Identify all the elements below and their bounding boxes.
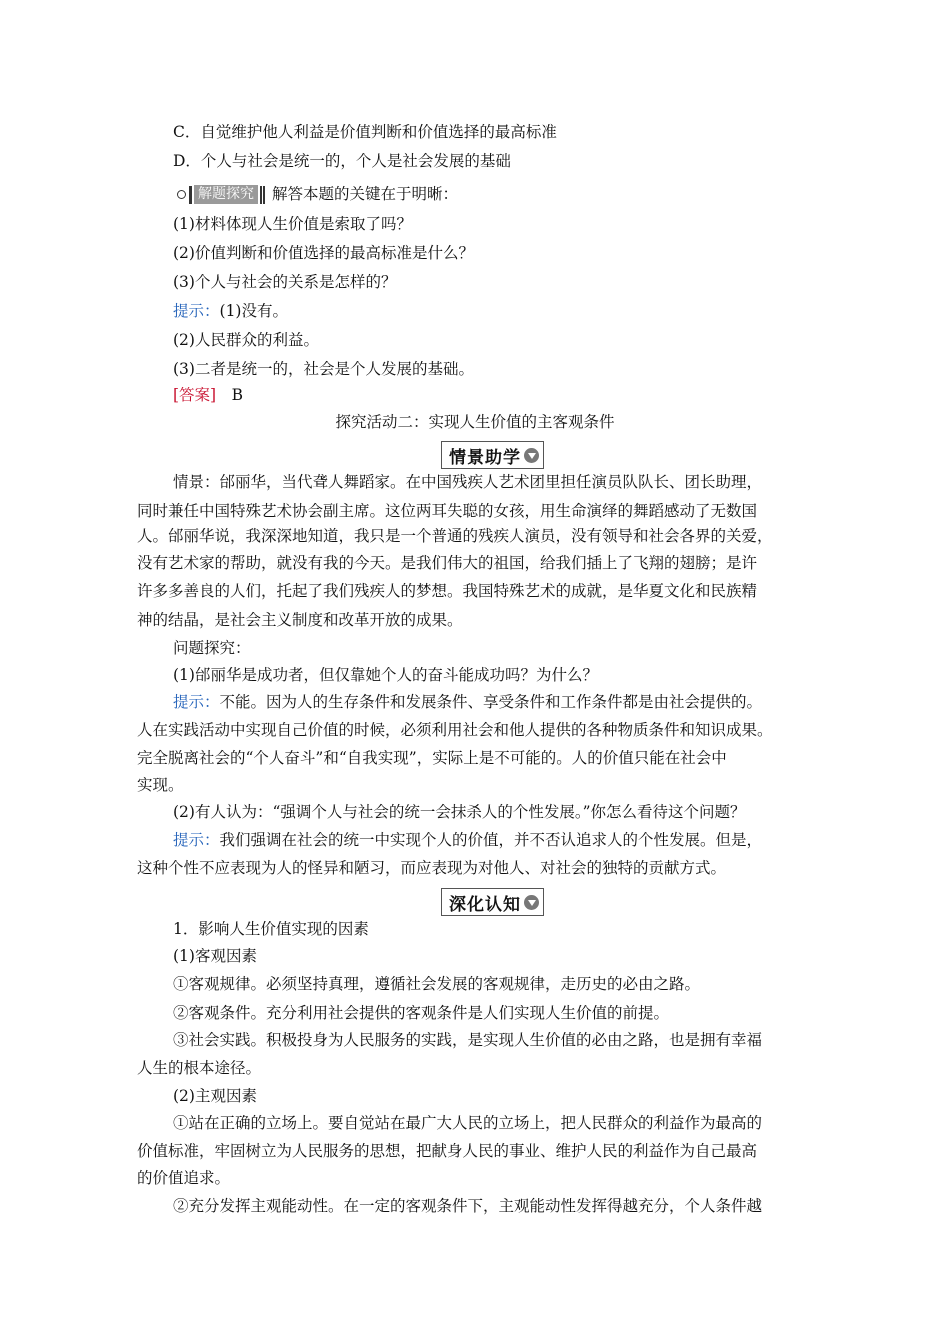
scene-para-line: 情景：邰丽华，当代聋人舞蹈家。在中国残疾人艺术团里担任演员队队长、团长助理， bbox=[173, 473, 763, 491]
deepen-line: 人生的根本途径。 bbox=[137, 1059, 262, 1077]
deepen-line: ③社会实践。积极投身为人民服务的实践，是实现人生价值的必由之路，也是拥有幸福 bbox=[173, 1031, 763, 1049]
scene-para-line: 没有艺术家的帮助，就没有我的今天。是我们伟大的祖国，给我们插上了飞翔的翅膀；是许 bbox=[137, 554, 758, 572]
inquiry-hint-2 bbox=[173, 829, 762, 851]
answer-label: [答案] bbox=[173, 386, 217, 404]
deepen-line: 的价值追求。 bbox=[137, 1169, 231, 1187]
option-c: C．自觉维护他人利益是价值判断和价值选择的最高标准 bbox=[173, 123, 557, 141]
hint-text: 我们强调在社会的统一中实现个人的价值，并不否认追求人的个性发展。但是， bbox=[219, 831, 763, 849]
answer-line bbox=[173, 384, 243, 406]
analysis-intro: 解答本题的关键在于明晰： bbox=[272, 185, 459, 203]
inquiry-hint-1 bbox=[173, 691, 762, 713]
inquiry-hint-1-line: 完全脱离社会的“个人奋斗”和“自我实现”，实际上是不可能的。人的价值只能在社会中 bbox=[137, 749, 727, 767]
analysis-tag bbox=[177, 184, 265, 205]
circle-icon bbox=[177, 190, 186, 199]
scene-para-line: 许多多善良的人们，托起了我们残疾人的梦想。我国特殊艺术的成就，是华夏文化和民族精 bbox=[137, 582, 758, 600]
deepen-line: 1．影响人生价值实现的因素 bbox=[173, 920, 369, 938]
question-2: (2)价值判断和价值选择的最高标准是什么？ bbox=[173, 244, 474, 262]
bar-icon bbox=[189, 186, 192, 204]
deepen-heading bbox=[441, 888, 544, 916]
chevron-down-icon bbox=[524, 895, 539, 910]
hint-label: 提示： bbox=[173, 831, 220, 849]
scene-heading bbox=[441, 441, 544, 469]
inquiry-hint-2-line: 这种个性不应表现为人的怪异和陋习，而应表现为对他人、对社会的独特的贡献方式。 bbox=[137, 859, 727, 877]
deepen-line: ①站在正确的立场上。要自觉站在最广大人民的立场上，把人民群众的利益作为最高的 bbox=[173, 1114, 763, 1132]
question-3: (3)个人与社会的关系是怎样的？ bbox=[173, 273, 397, 291]
deepen-line: ②充分发挥主观能动性。在一定的客观条件下，主观能动性发挥得越充分，个人条件越 bbox=[173, 1197, 763, 1215]
hint-text: (1)没有。 bbox=[219, 302, 288, 320]
double-bar-icon bbox=[260, 186, 265, 204]
hint-label: 提示： bbox=[173, 693, 220, 711]
deepen-line: ②客观条件。充分利用社会提供的客观条件是人们实现人生价值的前提。 bbox=[173, 1004, 670, 1022]
deepen-line: 价值标准，牢固树立为人民服务的思想，把献身人民的事业、维护人民的利益作为自己最高 bbox=[137, 1142, 758, 1160]
option-d: D．个人与社会是统一的，个人是社会发展的基础 bbox=[173, 152, 511, 170]
inquiry-question-2: (2)有人认为：“强调个人与社会的统一会抹杀人的个性发展。”你怎么看待这个问题？ bbox=[173, 803, 746, 821]
scene-para-line: 神的结晶，是社会主义制度和改革开放的成果。 bbox=[137, 611, 463, 629]
deepen-line: ①客观规律。必须坚持真理，遵循社会发展的客观规律，走历史的必由之路。 bbox=[173, 975, 701, 993]
hint-line-1 bbox=[173, 300, 288, 322]
section-title: 探究活动二：实现人生价值的主客观条件 bbox=[335, 413, 615, 431]
chevron-down-icon bbox=[524, 448, 539, 463]
inquiry-heading: 问题探究： bbox=[173, 639, 251, 657]
scene-heading-label: 情景助学 bbox=[449, 447, 521, 468]
deepen-line: (2)主观因素 bbox=[173, 1087, 257, 1105]
question-1: (1)材料体现人生价值是索取了吗？ bbox=[173, 215, 412, 233]
inquiry-question-1: (1)邰丽华是成功者，但仅靠她个人的奋斗能成功吗？为什么？ bbox=[173, 666, 598, 684]
hint-line-2: (2)人民群众的利益。 bbox=[173, 331, 319, 349]
analysis-tag-label: 解题探究 bbox=[194, 185, 258, 204]
hint-line-3: (3)二者是统一的，社会是个人发展的基础。 bbox=[173, 360, 474, 378]
scene-para-line: 同时兼任中国特殊艺术协会副主席。这位两耳失聪的女孩，用生命演绎的舞蹈感动了无数国 bbox=[137, 502, 758, 520]
deepen-heading-label: 深化认知 bbox=[449, 894, 521, 915]
hint-text: 不能。因为人的生存条件和发展条件、享受条件和工作条件都是由社会提供的。 bbox=[219, 693, 763, 711]
deepen-line: (1)客观因素 bbox=[173, 947, 257, 965]
inquiry-hint-1-line: 人在实践活动中实现自己价值的时候，必须利用社会和他人提供的各种物质条件和知识成果。 bbox=[137, 721, 773, 739]
answer-value: B bbox=[216, 386, 243, 404]
inquiry-hint-1-line: 实现。 bbox=[137, 776, 184, 794]
hint-label: 提示： bbox=[173, 302, 220, 320]
scene-para-line: 人。邰丽华说，我深深地知道，我只是一个普通的残疾人演员，没有领导和社会各界的关爱， bbox=[137, 527, 773, 545]
